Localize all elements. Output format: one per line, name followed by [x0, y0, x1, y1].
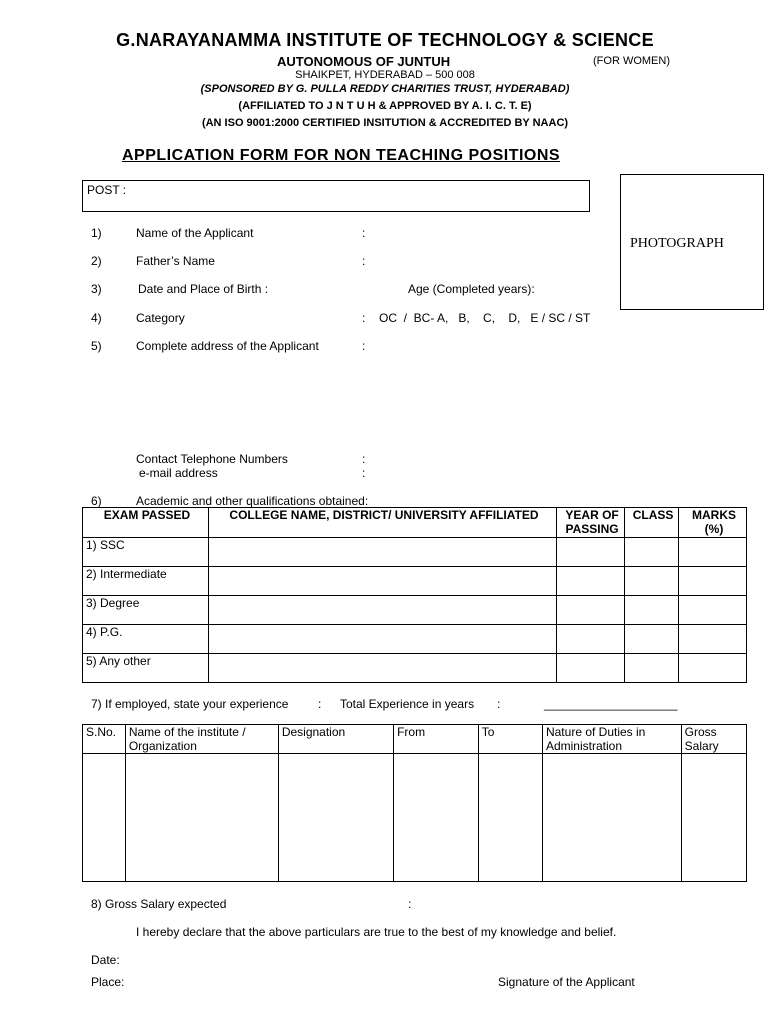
college-cell[interactable] [208, 625, 556, 654]
exam-cell: 2) Intermediate [83, 567, 209, 596]
designation-cell[interactable] [278, 754, 393, 882]
year-cell[interactable] [557, 625, 625, 654]
table-row [83, 596, 747, 625]
email-colon: : [362, 466, 366, 480]
table-row [83, 538, 747, 567]
table-row [83, 654, 747, 683]
field-colon: : [362, 254, 366, 268]
marks-cell[interactable] [679, 625, 747, 654]
table-row [83, 625, 747, 654]
autonomous-label: AUTONOMOUS OF JUNTUH [277, 54, 451, 69]
institute-address: SHAIKPET, HYDERABAD – 500 008 [295, 69, 475, 81]
total-experience-blank[interactable]: ____________________ [544, 697, 678, 711]
college-cell[interactable] [208, 596, 556, 625]
table-header-row [83, 508, 747, 538]
exam-cell: 3) Degree [83, 596, 209, 625]
phone-colon: : [362, 452, 366, 466]
exam-cell: 5) Any other [83, 654, 209, 683]
table-header-row [83, 725, 747, 754]
college-cell[interactable] [208, 538, 556, 567]
sno-cell[interactable] [83, 754, 126, 882]
class-cell[interactable] [625, 567, 679, 596]
table-row [83, 754, 747, 882]
place-label: Place: [91, 975, 125, 989]
email-label: e-mail address [139, 466, 218, 480]
age-label: Age (Completed years): [408, 282, 535, 296]
affiliation-line: (AFFILIATED TO J N T U H & APPROVED BY A. I. C. T. E) [238, 100, 532, 112]
date-label: Date: [91, 953, 120, 967]
category-options[interactable]: OC / BC- A, B, C, D, E / SC / ST [379, 311, 591, 325]
exam-cell: 1) SSC [83, 538, 209, 567]
college-cell[interactable] [208, 654, 556, 683]
to-cell[interactable] [478, 754, 542, 882]
year-cell[interactable] [557, 538, 625, 567]
exam-cell: 4) P.G. [83, 625, 209, 654]
experience-table [82, 724, 747, 882]
field-number: 5) [91, 339, 102, 353]
institute-cell[interactable] [125, 754, 278, 882]
year-cell[interactable] [557, 596, 625, 625]
gross-salary-colon: : [408, 897, 412, 911]
photograph-label: PHOTOGRAPH [630, 236, 724, 251]
field-label: Category [136, 311, 185, 325]
class-cell[interactable] [625, 625, 679, 654]
table-row [83, 567, 747, 596]
header-marks: MARKS (%) [679, 508, 747, 538]
field-colon: : [362, 311, 366, 325]
signature-label: Signature of the Applicant [498, 975, 635, 989]
post-label: POST : [87, 183, 127, 197]
experience-colon: : [318, 697, 322, 711]
header-sno: S.No. [83, 725, 126, 754]
field-label: Father’s Name [136, 254, 215, 268]
field-number: 1) [91, 226, 102, 240]
marks-cell[interactable] [679, 567, 747, 596]
sponsor-line: (SPONSORED BY G. PULLA REDDY CHARITIES TRUST, HYDERABAD) [200, 83, 570, 95]
header-designation: Designation [278, 725, 393, 754]
salary-cell[interactable] [681, 754, 746, 882]
field-label: Name of the Applicant [136, 226, 254, 240]
class-cell[interactable] [625, 538, 679, 567]
marks-cell[interactable] [679, 596, 747, 625]
from-cell[interactable] [394, 754, 479, 882]
field-label: Date and Place of Birth : [138, 282, 269, 296]
field-colon: : [362, 226, 366, 240]
field-number: 3) [91, 282, 102, 296]
duties-cell[interactable] [542, 754, 681, 882]
gross-salary-label: 8) Gross Salary expected [91, 897, 227, 911]
college-cell[interactable] [208, 567, 556, 596]
header-from: From [394, 725, 479, 754]
marks-cell[interactable] [679, 654, 747, 683]
class-cell[interactable] [625, 654, 679, 683]
experience-label: 7) If employed, state your experience [91, 697, 289, 711]
class-cell[interactable] [625, 596, 679, 625]
iso-line: (AN ISO 9001:2000 CERTIFIED INSITUTION & ACCREDITED BY NAAC) [201, 117, 569, 129]
field-number: 4) [91, 311, 102, 325]
marks-cell[interactable] [679, 538, 747, 567]
year-cell[interactable] [557, 567, 625, 596]
header-duties: Nature of Duties in Administration [542, 725, 681, 754]
qualifications-label: Academic and other qualifications obtained: [136, 494, 369, 508]
declaration-text: I hereby declare that the above particulars are true to the best of my knowledge and belief. [136, 925, 617, 939]
year-cell[interactable] [557, 654, 625, 683]
total-experience-colon: : [497, 697, 501, 711]
field-label: Complete address of the Applicant [136, 339, 319, 353]
header-institute: Name of the institute / Organization [125, 725, 278, 754]
form-title: APPLICATION FORM FOR NON TEACHING POSITIONS [122, 147, 561, 164]
header-year: YEAR OF PASSING [557, 508, 625, 538]
for-women-label: (FOR WOMEN) [593, 55, 670, 67]
photograph-box[interactable] [620, 174, 764, 310]
phone-label: Contact Telephone Numbers [136, 452, 288, 466]
header-salary: Gross Salary [681, 725, 746, 754]
total-experience-label: Total Experience in years [340, 697, 475, 711]
field-colon: : [362, 339, 366, 353]
header-class: CLASS [625, 508, 679, 538]
header-to: To [478, 725, 542, 754]
header-exam: EXAM PASSED [83, 508, 209, 538]
qualifications-number: 6) [91, 494, 102, 508]
header-college: COLLEGE NAME, DISTRICT/ UNIVERSITY AFFILIATED [208, 508, 556, 538]
post-field[interactable] [82, 180, 590, 212]
institute-name: G.NARAYANAMMA INSTITUTE OF TECHNOLOGY & SCIENCE [116, 30, 654, 50]
qualifications-table [82, 507, 747, 683]
field-number: 2) [91, 254, 102, 268]
